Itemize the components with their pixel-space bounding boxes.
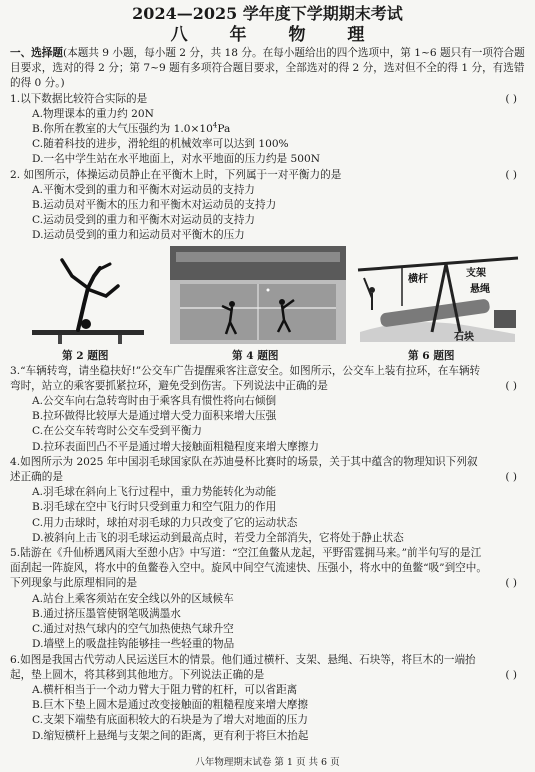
section-instructions	[10, 46, 527, 92]
question-3-option-b: B.拉环做得比较厚大是通过增大受力面积来增大压强	[32, 410, 277, 423]
badminton-match-photo	[170, 246, 346, 344]
exam-subject: 八 年 物 理	[170, 25, 383, 45]
question-4-option-d: D.被斜向上击飞的羽毛球运动到最高点时，若受力全部消失，它将处于静止状态	[32, 531, 404, 544]
question-2	[10, 168, 527, 244]
answer-paren[interactable]: ( )	[505, 379, 517, 392]
question-3-option-d: D.拉环表面凹凸不平是通过增大接触面粗糙程度来增大摩擦力	[32, 440, 319, 453]
question-6-option-c: C.支架下端垫有底面积较大的石块是为了增大对地面的压力	[32, 714, 308, 727]
answer-paren[interactable]: ( )	[505, 668, 517, 681]
fig6-label-stone: 石块	[454, 331, 474, 343]
fig6-label-stand: 支架	[466, 267, 486, 279]
exam-title: 2024—2025 学年度下学期期末考试	[132, 4, 403, 23]
question-5-option-a: A.站台上乘客须站在安全线以外的区域候车	[32, 592, 234, 605]
fig6-label-rope: 悬绳	[470, 283, 490, 295]
question-1-stem: 1.以下数据比较符合实际的是	[10, 92, 148, 105]
section-instructions-text: (本题共 9 小题，每小题 2 分，共 18 分。在每小题给出的四个选项中，第 1~6 题只有一项符合题目要求，选对的得 2 分；第 7~9 题有多项符合题目要求，全部选对的得 2 分，选对但不全的得 1 分，有选错的得 0 分。)	[10, 47, 525, 90]
question-6-stem: 6.如图是我国古代劳动人民运送巨木的情景。他们通过横杆、支架、悬绳、石块等，将巨木的一端抬起，垫上圆木，将其移到其他地方。下列说法正确的是	[10, 653, 476, 681]
question-6-option-d: D.缩短横杆上悬绳与支架之间的距离，更有利于将巨木抬起	[32, 729, 309, 742]
question-5-stem: 5.陆游在《升仙桥遇风雨大至憩小店》中写道：“空江鱼鳖从龙起，平野雷霆拥马来。”前半句写的是江面刮起一阵旋风，将水中的鱼鳖卷入空中。旋风中间空气流速快、压强小，将水中的鱼鳖“吸”到空中。下列现象与此原理相同的是	[10, 547, 487, 590]
question-2-option-b: B.运动员对平衡木的压力和平衡木对运动员的支持力	[32, 199, 277, 212]
question-2-option-d: D.运动员受到的重力和运动员对平衡木的压力	[32, 229, 245, 242]
fig2-caption: 第 2 题图	[62, 349, 109, 362]
answer-paren[interactable]: ( )	[505, 471, 517, 484]
question-6	[10, 653, 527, 744]
question-2-option-c: C.运动员受到的重力和平衡木对运动员的支持力	[32, 214, 255, 227]
fig4-caption: 第 4 题图	[232, 349, 279, 362]
question-2-stem: 2. 如图所示，体操运动员静止在平衡木上时，下列属于一对平衡力的是	[10, 168, 342, 181]
fig6-caption: 第 6 题图	[408, 349, 455, 362]
question-4-stem: 4.如图所示为 2025 年中国羽毛球国家队在苏迪曼杯比赛时的场景，关于其中蕴含的物理知识下列叙述正确的是	[10, 455, 478, 484]
ancient-lever-figure	[350, 246, 525, 344]
question-4-option-b: B.羽毛球在空中飞行时只受到重力和空气阻力的作用	[32, 501, 277, 514]
question-1	[10, 92, 527, 168]
question-3-option-a: A.公交车向右急转弯时由于乘客具有惯性将向右倾倒	[32, 395, 277, 408]
answer-paren[interactable]: ( )	[505, 577, 517, 590]
question-4-option-c: C.用力击球时，球拍对羽毛球的力只改变了它的运动状态	[32, 516, 298, 529]
gymnast-balance-beam-figure	[14, 246, 164, 344]
question-5	[10, 546, 527, 652]
figures-row	[10, 246, 527, 364]
question-5-option-b: B.通过挤压墨管使钢笔吸满墨水	[32, 607, 181, 620]
question-1-option-d: D.一名中学生站在水平地面上，对水平地面的压力约是 500N	[32, 153, 320, 166]
question-4-option-a: A.羽毛球在斜向上飞行过程中，重力势能转化为动能	[32, 486, 277, 499]
page-footer: 八年物理期末试卷 第 1 页 共 6 页	[195, 757, 340, 768]
question-3	[10, 364, 527, 455]
question-1-option-c: C.随着科技的进步，滑轮组的机械效率可以达到 100%	[32, 138, 289, 151]
question-6-option-b: B.巨木下垫上圆木是通过改变接触面的粗糙程度来增大摩擦	[32, 699, 308, 712]
answer-paren[interactable]: ( )	[505, 92, 517, 105]
question-4	[10, 455, 527, 546]
exam-content	[10, 46, 527, 744]
question-3-stem: 3.“车辆转弯，请坐稳扶好!”公交车广告提醒乘客注意安全。如图所示，公交车上装有拉环，在车辆转弯时，站立的乘客要抓紧拉环，避免受到伤害。下列说法中正确的是	[10, 364, 481, 392]
question-5-option-d: D.墙壁上的吸盘挂钩能够挂一些轻重的物品	[32, 638, 235, 651]
question-2-option-a: A.平衡木受到的重力和平衡木对运动员的支持力	[32, 183, 255, 196]
question-1-option-a: A.物理课本的重力约 20N	[32, 107, 154, 120]
section-heading: 一、选择题	[10, 47, 63, 59]
question-5-option-c: C.通过对热气球内的空气加热使热气球升空	[32, 623, 234, 636]
question-1-option-b: B.你所在教室的大气压强约为 $1.0\times 10^4Pa$	[32, 121, 231, 136]
fig6-label-crossbar: 横杆	[408, 273, 428, 285]
question-3-option-c: C.在公交车转弯时公交车受到平衡力	[32, 425, 203, 438]
answer-paren[interactable]: ( )	[505, 168, 517, 181]
question-6-option-a: A.横杆相当于一个动力臂大于阻力臂的杠杆，可以省距离	[32, 683, 298, 696]
